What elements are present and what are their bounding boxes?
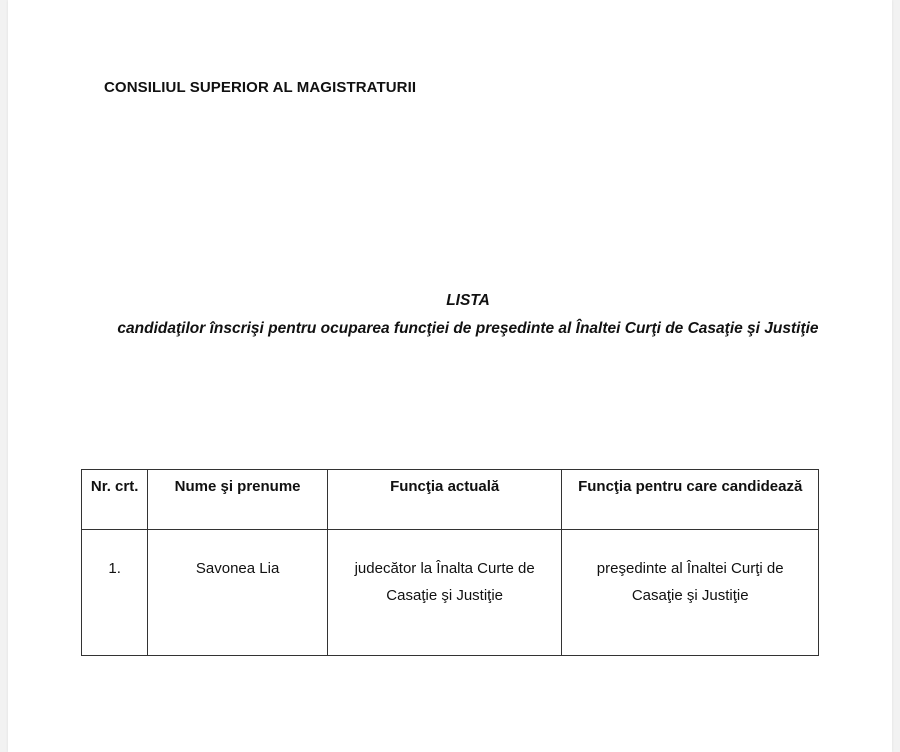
title-block [68, 287, 868, 343]
institution-name: CONSILIUL SUPERIOR AL MAGISTRATURII [104, 79, 417, 96]
header-current-function: Funcţia actuală [327, 470, 561, 530]
cell-name: Savonea Lia [148, 530, 328, 656]
table-row [82, 530, 819, 656]
cell-current-function: judecător la Înalta Curte de Casaţie şi Justiţie [327, 530, 561, 656]
header-nr-crt: Nr. crt. [82, 470, 148, 530]
header-name: Nume şi prenume [148, 470, 328, 530]
header-candidate-function: Funcţia pentru care candidează [562, 470, 819, 530]
table-header-row [82, 470, 819, 530]
candidates-table [81, 469, 819, 656]
cell-nr: 1. [82, 530, 148, 656]
document-title: LISTA [446, 292, 490, 309]
document-page [8, 0, 892, 752]
document-subtitle: candidaţilor înscrişi pentru ocuparea funcţiei de preşedinte al Înaltei Curţi de Casaţie şi Justiţie [117, 320, 819, 337]
cell-candidate-function: preşedinte al Înaltei Curţi de Casaţie şi Justiţie [562, 530, 819, 656]
